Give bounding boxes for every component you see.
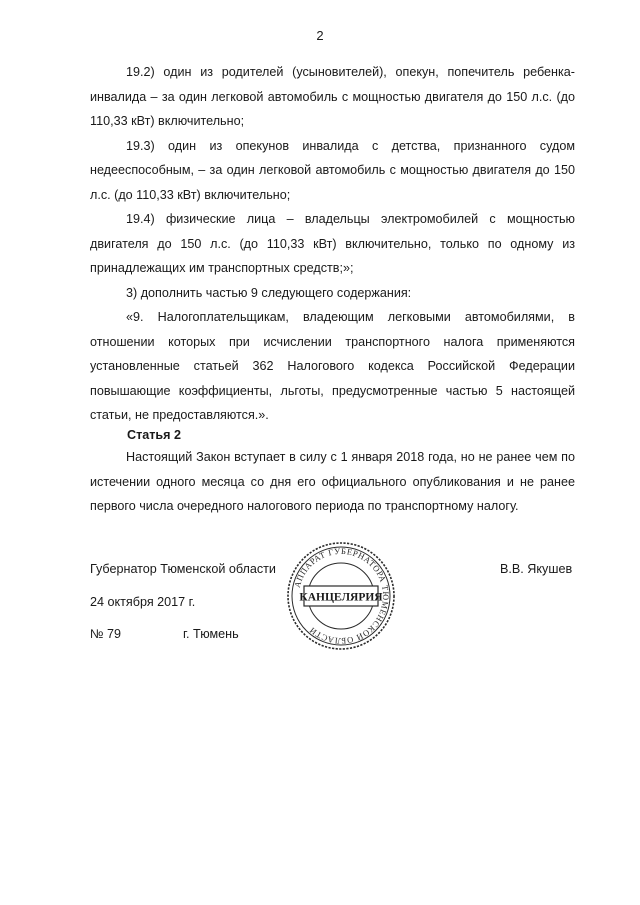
article2-text: Настоящий Закон вступает в силу с 1 января 2018 года, но не ранее чем по истечении одного месяца со дня его официального опубликования и не ранее первого числа очередного налогового периода по транспортному налогу. bbox=[90, 450, 575, 513]
stamp-ring-text: АППАРАТ ГУБЕРНАТОРА ТЮМЕНСКОЙ ОБЛАСТИ bbox=[291, 545, 392, 647]
signatory-position: Губернатор Тюменской области bbox=[90, 562, 276, 576]
office-stamp bbox=[286, 541, 396, 651]
signatory-name: В.В. Якушев bbox=[500, 562, 573, 576]
page-number: 2 bbox=[316, 28, 324, 43]
paragraph-19-4: 19.4) физические лица – владельцы электромобилей с мощностью двигателя до 150 л.с. (до 110,33 кВт) включительно, только по одному из принадлежащих им транспортных средств;»; bbox=[90, 212, 575, 275]
article2-body bbox=[90, 445, 575, 519]
signing-city: г. Тюмень bbox=[183, 627, 239, 641]
stamp-center-text: КАНЦЕЛЯРИЯ bbox=[299, 591, 383, 604]
article1-body bbox=[90, 60, 575, 428]
paragraph-19-3: 19.3) один из опекунов инвалида с детства, признанного судом недееспособным, – за один легковой автомобиль с мощностью двигателя до 150 л.с. (до 110,33 кВт) включительно; bbox=[90, 138, 575, 202]
paragraph-part-9: «9. Налогоплательщикам, владеющим легковыми автомобилями, в отношении которых при исчислении транспортного налога применяются установленные статьей 362 Налогового кодекса Российской Федерации повышающие коэффициенты, льготы, предусмотренные частью 5 настоящей статьи, не предоставляются.». bbox=[90, 310, 575, 422]
law-number: № 79 bbox=[90, 627, 122, 641]
paragraph-19-2: 19.2) один из родителей (усыновителей), опекун, попечитель ребенка-инвалида – за один легковой автомобиль с мощностью двигателя до 150 л.с. (до 110,33 кВт) включительно; bbox=[90, 65, 575, 128]
signing-date: 24 октября 2017 г. bbox=[90, 595, 196, 609]
article2-heading: Статья 2 bbox=[127, 428, 182, 442]
paragraph-item-3: 3) дополнить частью 9 следующего содержания: bbox=[126, 285, 412, 300]
